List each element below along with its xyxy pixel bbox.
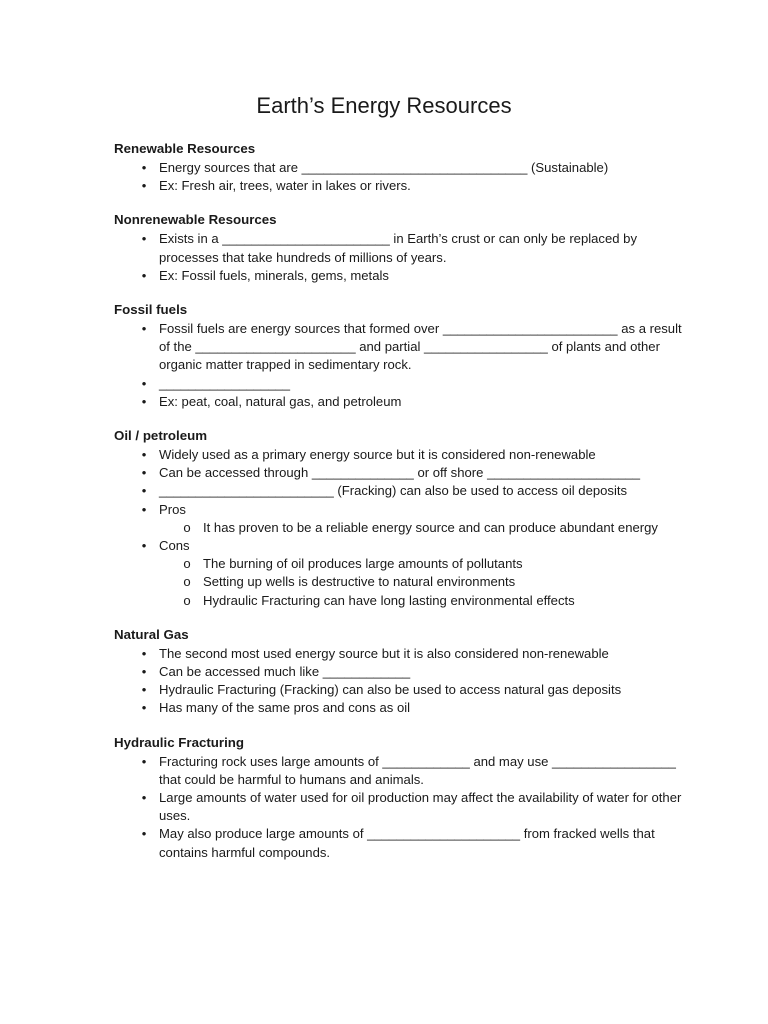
bullet-icon: • [141, 826, 147, 842]
sub-bullet-icon: o [183, 519, 191, 535]
list-item: • __________________ [114, 375, 684, 393]
section-heading: Natural Gas [114, 626, 189, 642]
sub-bullet-icon: o [183, 592, 191, 608]
bullet-list [114, 230, 684, 285]
list-item: • Large amounts of water used for oil production may affect the availability of water for other uses. [114, 789, 684, 825]
bullet-icon: • [141, 267, 147, 283]
section-heading: Oil / petroleum [114, 428, 208, 444]
bullet-icon: • [141, 447, 147, 463]
bullet-icon: • [141, 501, 147, 517]
list-item: • Energy sources that are _______________________________ (Sustainable) [114, 159, 684, 177]
list-item: • Hydraulic Fracturing (Fracking) can also be used to access natural gas deposits [114, 681, 684, 699]
bullet-list [114, 645, 684, 718]
sub-list-item: o It has proven to be a reliable energy source and can produce abundant energy [114, 519, 684, 537]
list-item: • Has many of the same pros and cons as oil [114, 699, 684, 717]
section-heading: Fossil fuels [114, 302, 188, 318]
section-fossil-fuels [114, 301, 684, 411]
list-item: • Ex: Fresh air, trees, water in lakes or rivers. [114, 177, 684, 195]
page-title: Earth’s Energy Resources [256, 93, 512, 118]
list-item: • The second most used energy source but it is also considered non-renewable [114, 645, 684, 663]
list-item: • Ex: Fossil fuels, minerals, gems, metals [114, 267, 684, 285]
sub-list-item: o Setting up wells is destructive to natural environments [114, 573, 684, 591]
section-oil-petroleum [114, 427, 684, 610]
list-item: • Widely used as a primary energy source but it is considered non-renewable [114, 446, 684, 464]
sub-list-item: o Hydraulic Fracturing can have long lasting environmental effects [114, 592, 684, 610]
bullet-icon: • [141, 664, 147, 680]
bullet-list [114, 159, 684, 195]
list-item-pros: • Pros [114, 501, 684, 519]
bullet-icon: • [141, 393, 147, 409]
section-heading: Renewable Resources [114, 141, 256, 156]
bullet-icon: • [141, 790, 147, 806]
list-item: • May also produce large amounts of _____________________ from fracked wells that contains harmful compounds. [114, 825, 684, 861]
section-heading: Nonrenewable Resources [114, 212, 277, 228]
bullet-list [114, 320, 684, 411]
bullet-icon: • [141, 231, 147, 247]
list-item: • Fossil fuels are energy sources that formed over ________________________ as a result of the ______________________ and partial _________________ of plants and other organic matter trapped in sedimentary rock. [114, 320, 684, 375]
bullet-icon: • [141, 645, 147, 661]
bullet-icon: • [141, 753, 147, 769]
section-hydraulic-fracturing [114, 734, 684, 862]
sub-list-item: o The burning of oil produces large amounts of pollutants [114, 555, 684, 573]
section-natural-gas [114, 626, 684, 718]
bullet-icon: • [141, 160, 147, 175]
sub-bullet-icon: o [183, 556, 191, 572]
bullet-icon: • [141, 465, 147, 481]
bullet-icon: • [141, 321, 147, 337]
bullet-list [114, 753, 684, 862]
sub-bullet-icon: o [183, 574, 191, 590]
bullet-icon: • [141, 483, 147, 499]
bullet-icon: • [141, 700, 147, 716]
section-heading: Hydraulic Fracturing [114, 734, 245, 750]
worksheet-content [114, 140, 684, 878]
list-item: • Can be accessed through ______________ or off shore _____________________ [114, 464, 684, 482]
bullet-list [114, 446, 684, 610]
list-item: • Fracturing rock uses large amounts of ____________ and may use _________________ that could be harmful to humans and animals. [114, 753, 684, 789]
list-item: • ________________________ (Fracking) can also be used to access oil deposits [114, 482, 684, 500]
bullet-icon: • [141, 682, 147, 698]
bullet-icon: • [141, 538, 147, 554]
section-nonrenewable [114, 211, 684, 285]
list-item: • Exists in a _______________________ in Earth’s crust or can only be replaced by processes that take hundreds of millions of years. [114, 230, 684, 266]
list-item: • Ex: peat, coal, natural gas, and petroleum [114, 393, 684, 411]
bullet-icon: • [141, 178, 147, 194]
section-renewable [114, 140, 684, 195]
bullet-icon: • [141, 375, 147, 391]
list-item-cons: • Cons [114, 537, 684, 555]
list-item: • Can be accessed much like ____________ [114, 663, 684, 681]
